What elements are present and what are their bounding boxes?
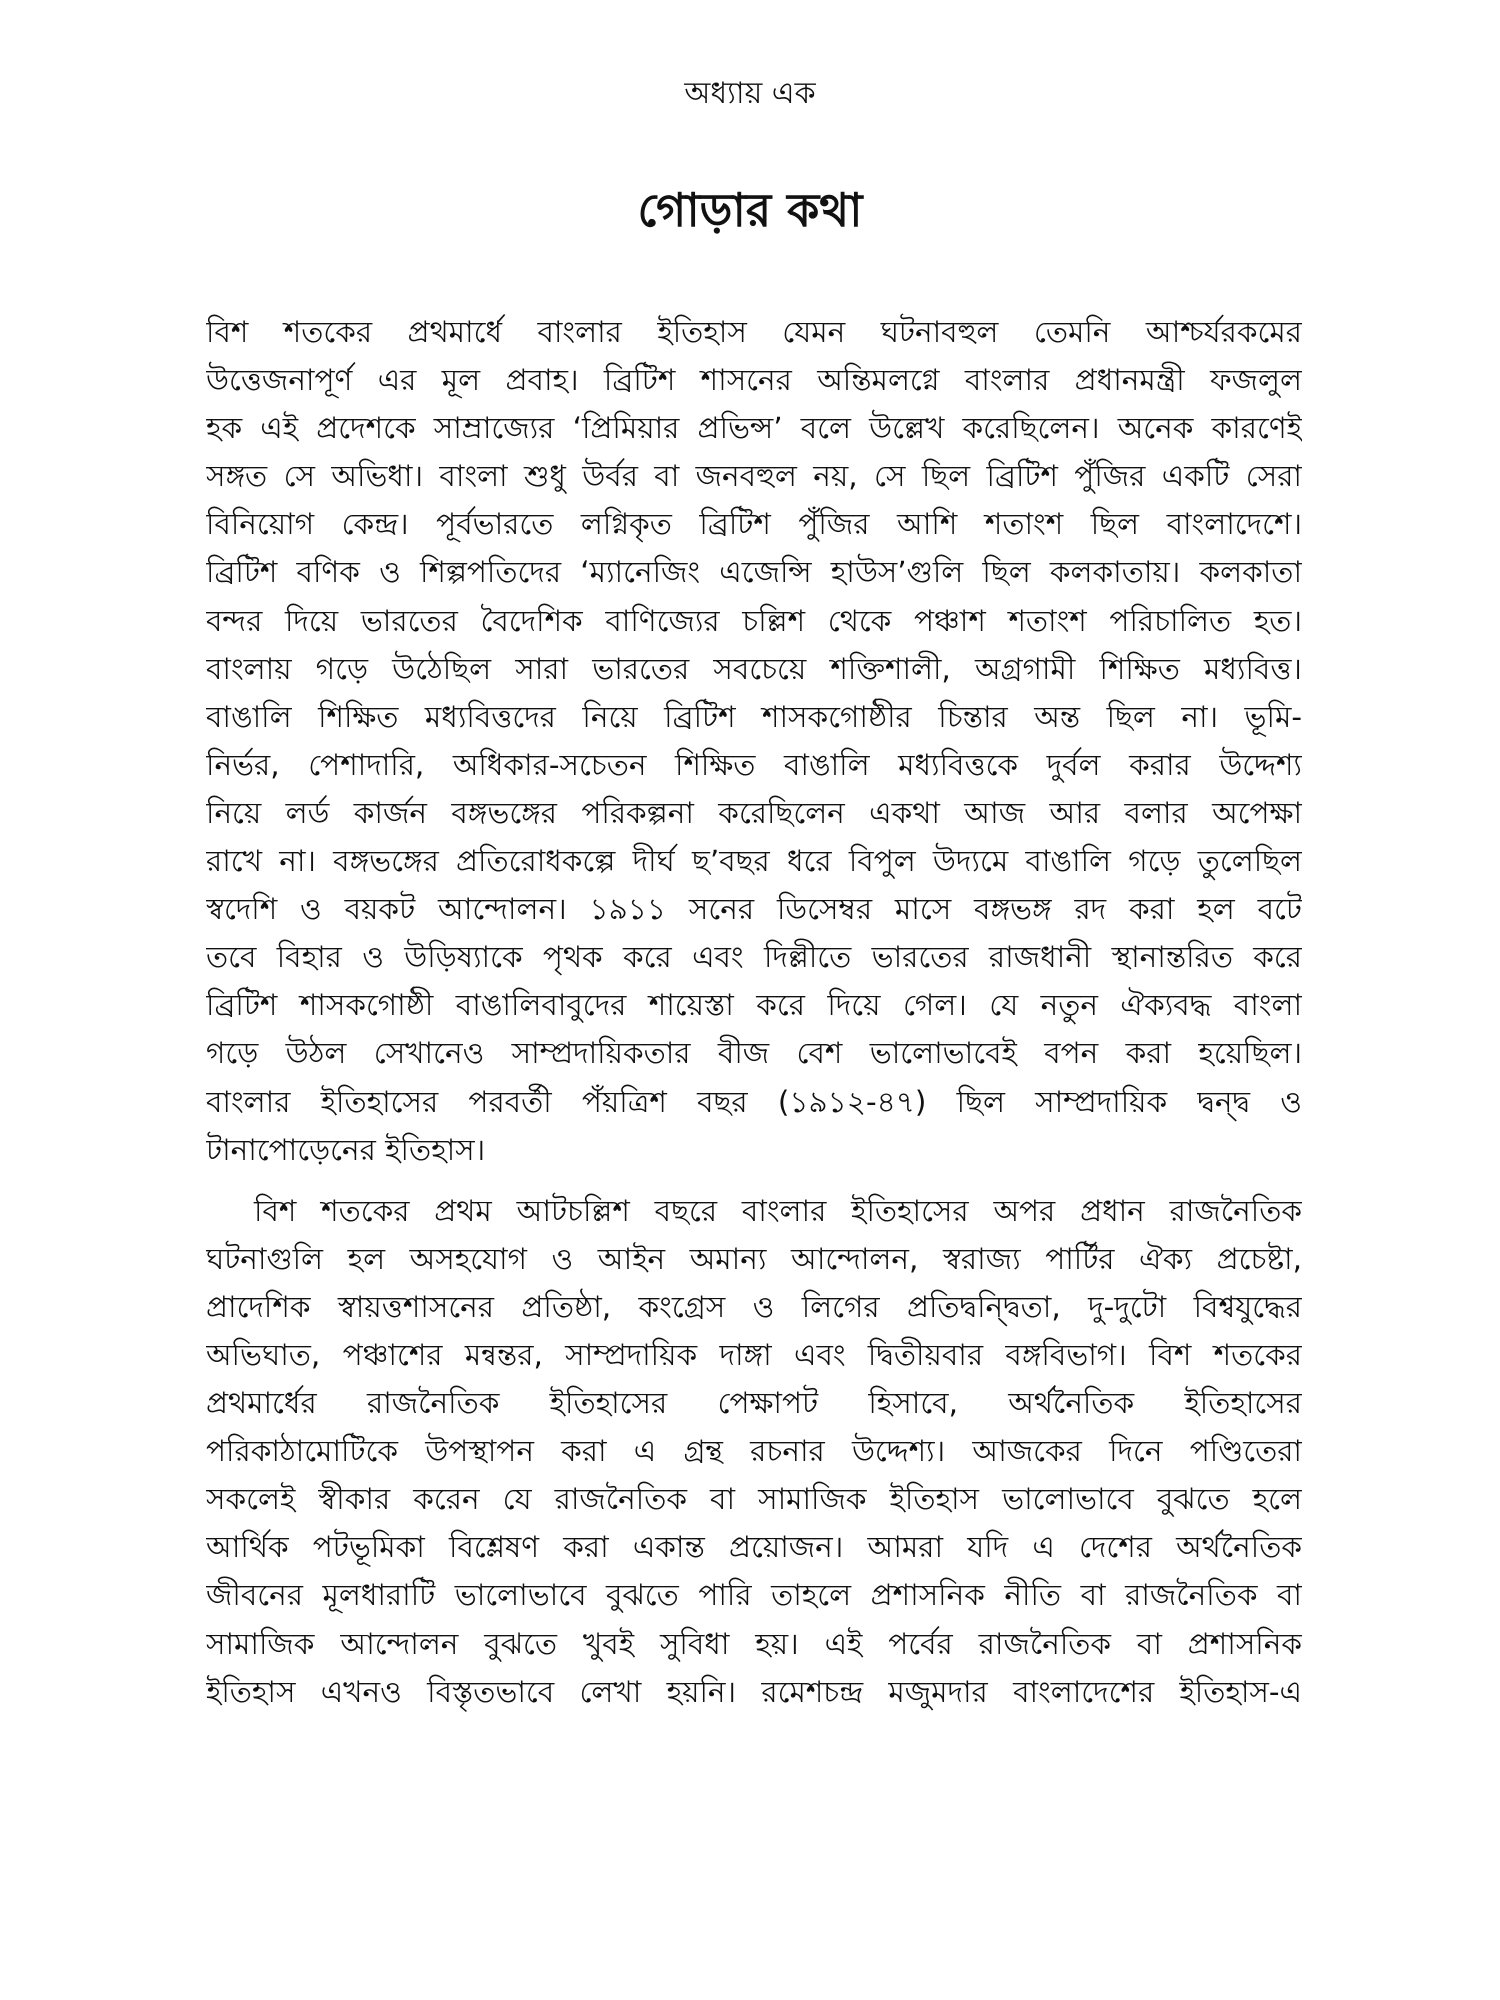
body-text xyxy=(206,308,1302,1716)
text-line: সঙ্গত সে অভিধা। বাংলা শুধু উর্বর বা জনবহুল নয়, সে ছিল ব্রিটিশ পুঁজির একটি সেরা xyxy=(206,459,1302,494)
paragraph-2 xyxy=(206,1187,1302,1716)
text-line: বিনিয়োগ কেন্দ্র। পূর্বভারতে লগ্নিকৃত ব্রিটিশ পুঁজির আশি শতাংশ ছিল বাংলাদেশে। xyxy=(206,507,1302,542)
text-line: উত্তেজনাপূর্ণ এর মূল প্রবাহ। ব্রিটিশ শাসনের অন্তিমলগ্নে বাংলার প্রধানমন্ত্রী ফজলুল xyxy=(206,363,1302,398)
text-line: বাংলার ইতিহাসের পরবর্তী পঁয়ত্রিশ বছর (১৯১২-৪৭) ছিল সাম্প্রদায়িক দ্বন্দ্ব ও xyxy=(206,1084,1302,1119)
text-line: স্বদেশি ও বয়কট আন্দোলন। ১৯১১ সনের ডিসেম্বর মাসে বঙ্গভঙ্গ রদ করা হল বটে xyxy=(206,892,1302,927)
chapter-title: গোড়ার কথা xyxy=(637,183,863,237)
text-line: নির্ভর, পেশাদারি, অধিকার-সচেতন শিক্ষিত বাঙালি মধ্যবিত্তকে দুর্বল করার উদ্দেশ্য xyxy=(206,747,1302,782)
text-line: টানাপোড়েনের ইতিহাস। xyxy=(206,1132,486,1167)
text-line: অভিঘাত, পঞ্চাশের মন্বন্তর, সাম্প্রদায়িক দাঙ্গা এবং দ্বিতীয়বার বঙ্গবিভাগ। বিশ শতকের xyxy=(206,1337,1302,1372)
text-line: সকলেই স্বীকার করেন যে রাজনৈতিক বা সামাজিক ইতিহাস ভালোভাবে বুঝতে হলে xyxy=(206,1482,1302,1517)
text-line: নিয়ে লর্ড কার্জন বঙ্গভঙ্গের পরিকল্পনা করেছিলেন একথা আজ আর বলার অপেক্ষা xyxy=(206,795,1302,830)
text-line: বাঙালি শিক্ষিত মধ্যবিত্তদের নিয়ে ব্রিটিশ শাসকগোষ্ঠীর চিন্তার অন্ত ছিল না। ভূমি- xyxy=(206,699,1302,734)
text-line: বাংলায় গড়ে উঠেছিল সারা ভারতের সবচেয়ে শক্তিশালী, অগ্রগামী শিক্ষিত মধ্যবিত্ত। xyxy=(206,651,1302,686)
text-line: গড়ে উঠল সেখানেও সাম্প্রদায়িকতার বীজ বেশ ভালোভাবেই বপন করা হয়েছিল। xyxy=(206,1036,1302,1071)
text-line: রাখে না। বঙ্গভঙ্গের প্রতিরোধকল্পে দীর্ঘ ছ’বছর ধরে বিপুল উদ্যমে বাঙালি গড়ে তুলেছিল xyxy=(206,844,1302,879)
text-line: আর্থিক পটভূমিকা বিশ্লেষণ করা একান্ত প্রয়োজন। আমরা যদি এ দেশের অর্থনৈতিক xyxy=(206,1530,1302,1565)
text-line: পরিকাঠামোটিকে উপস্থাপন করা এ গ্রন্থ রচনার উদ্দেশ্য। আজকের দিনে পণ্ডিতেরা xyxy=(206,1434,1302,1469)
paragraph-gap xyxy=(206,1174,1302,1187)
text-line: জীবনের মূলধারাটি ভালোভাবে বুঝতে পারি তাহলে প্রশাসনিক নীতি বা রাজনৈতিক বা xyxy=(206,1578,1302,1613)
text-line: সামাজিক আন্দোলন বুঝতে খুবই সুবিধা হয়। এই পর্বের রাজনৈতিক বা প্রশাসনিক xyxy=(206,1626,1302,1661)
text-line: প্রথমার্ধের রাজনৈতিক ইতিহাসের পেক্ষাপট হিসাবে, অর্থনৈতিক ইতিহাসের xyxy=(206,1386,1302,1421)
text-line: তবে বিহার ও উড়িষ্যাকে পৃথক করে এবং দিল্লীতে ভারতের রাজধানী স্থানান্তরিত করে xyxy=(206,940,1302,975)
text-line: ঘটনাগুলি হল অসহযোগ ও আইন অমান্য আন্দোলন, স্বরাজ্য পার্টির ঐক্য প্রচেষ্টা, xyxy=(206,1241,1302,1276)
text-line: বিশ শতকের প্রথম আটচল্লিশ বছরে বাংলার ইতিহাসের অপর প্রধান রাজনৈতিক xyxy=(254,1193,1302,1228)
text-line: প্রাদেশিক স্বায়ত্তশাসনের প্রতিষ্ঠা, কংগ্রেস ও লিগের প্রতিদ্বন্দ্বিতা, দু-দুটো বিশ্বযুদ্ধের xyxy=(206,1289,1302,1324)
paragraph-1 xyxy=(206,308,1302,1174)
text-line: বন্দর দিয়ে ভারতের বৈদেশিক বাণিজ্যের চল্লিশ থেকে পঞ্চাশ শতাংশ পরিচালিত হত। xyxy=(206,603,1302,638)
text-line: হক এই প্রদেশকে সাম্রাজ্যের ‘প্রিমিয়ার প্রভিন্স’ বলে উল্লেখ করেছিলেন। অনেক কারণেই xyxy=(206,411,1302,446)
text-line: বিশ শতকের প্রথমার্ধে বাংলার ইতিহাস যেমন ঘটনাবহুল তেমনি আশ্চর্যরকমের xyxy=(206,315,1302,349)
text-line: ইতিহাস এখনও বিস্তৃতভাবে লেখা হয়নি। রমেশচন্দ্র মজুমদার বাংলাদেশের ইতিহাস-এ xyxy=(206,1674,1302,1709)
chapter-label: অধ্যায় এক xyxy=(684,76,816,111)
text-line: ব্রিটিশ শাসকগোষ্ঠী বাঙালিবাবুদের শায়েস্তা করে দিয়ে গেল। যে নতুন ঐক্যবদ্ধ বাংলা xyxy=(206,988,1302,1023)
text-line: ব্রিটিশ বণিক ও শিল্পপতিদের ‘ম্যানেজিং এজেন্সি হাউস’গুলি ছিল কলকাতায়। কলকাতা xyxy=(206,555,1302,590)
